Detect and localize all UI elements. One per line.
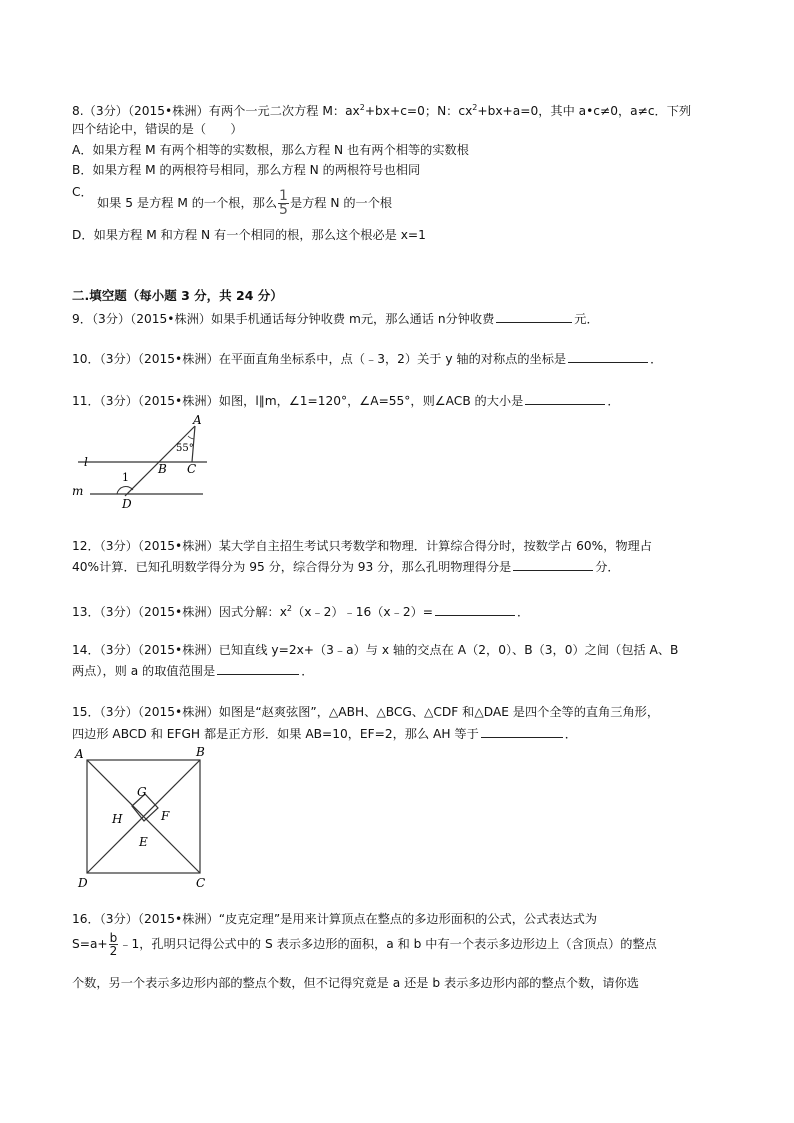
q8-text-a: 8.（3分）（2015•株洲）有两个一元二次方程 M：ax	[72, 104, 360, 118]
q10-post: ．	[650, 352, 663, 366]
label-D: D	[78, 876, 88, 890]
q15-answer-blank[interactable]	[481, 725, 563, 738]
label-C: C	[187, 462, 197, 476]
label-C: C	[196, 876, 206, 890]
fraction-denominator: 5	[279, 202, 288, 218]
section-title-fill-in: 二.填空题（每小题 3 分，共 24 分）	[72, 288, 283, 303]
q15-text: 四边形 ABCD 和 EFGH 都是正方形．如果 AB=10，EF=2，那么 AH 等于	[72, 727, 479, 741]
q12-answer-blank[interactable]	[513, 558, 593, 571]
q8-option-c-label: C．	[72, 185, 93, 199]
q9-post: 元．	[574, 312, 599, 326]
q9-answer-blank[interactable]	[496, 310, 572, 323]
q10-line	[72, 350, 662, 367]
q8-option-c-fraction	[278, 190, 289, 217]
label-H: H	[112, 812, 123, 826]
fraction-numerator: 1	[279, 188, 288, 204]
angle-A-arc	[188, 436, 194, 439]
q15-line1: 15．（3分）（2015•株洲）如图是“赵爽弦图”，△ABH、△BCG、△CDF 和△DAE 是四个全等的直角三角形，	[72, 705, 660, 719]
q9-line	[72, 310, 599, 327]
q12-text: 40%计算．已知孔明数学得分为 95 分，综合得分为 93 分，那么孔明物理得分是	[72, 560, 512, 574]
q8-line2: 四个结论中，错误的是（ ）	[72, 122, 243, 136]
parallel-lines-figure	[70, 410, 220, 515]
label-A: A	[75, 747, 84, 761]
q8-text-c: +bx+a=0，其中 a•c≠0，a≠c．下列	[477, 104, 692, 118]
q16-formula-pre: S=a+	[72, 937, 108, 951]
label-F: F	[161, 809, 170, 823]
q13-text: 13．（3分）（2015•株洲）因式分解：x	[72, 605, 287, 619]
q13-mid: （x﹣2）﹣16（x﹣2）=	[292, 605, 433, 619]
label-A: A	[193, 413, 202, 427]
segment-AD	[125, 426, 195, 496]
q15-post: ．	[564, 727, 577, 741]
q13-post: ．	[516, 605, 530, 619]
q13-sup: 2	[286, 604, 293, 613]
q12-line1: 12．（3分）（2015•株洲）某大学自主招生考试只考数学和物理．计算综合得分时，按数学占 60%，物理占	[72, 539, 652, 553]
q16-line2-text: ﹣1，孔明只记得公式中的 S 表示多边形的面积，a 和 b 中有一个表示多边形边上（含顶点）的整点	[119, 937, 657, 951]
q12-post: 分．	[595, 560, 620, 574]
label-G: G	[137, 785, 147, 799]
fraction-denominator: 2	[109, 944, 118, 958]
q13-line	[72, 603, 529, 620]
label-B: B	[158, 462, 167, 476]
q13-answer-blank[interactable]	[435, 603, 515, 616]
zhao-shuang-figure	[72, 740, 222, 890]
q11-text: 11．（3分）（2015•株洲）如图，l∥m，∠1=120°，∠A=55°，则∠ACB 的大小是	[72, 394, 524, 408]
q8-sup1: 2	[359, 103, 365, 112]
q16-line2	[72, 932, 657, 957]
q14-text: 两点），则 a 的取值范围是	[72, 664, 216, 678]
q16-line3: 个数，另一个表示多边形内部的整点个数，但不记得究竟是 a 还是 b 表示多边形内部的整点个数，请你选	[72, 976, 639, 990]
q16-fraction	[109, 932, 119, 957]
label-angle-55: 55°	[176, 443, 194, 454]
q8-sup2: 2	[472, 103, 478, 112]
q14-answer-blank[interactable]	[217, 662, 299, 675]
q10-answer-blank[interactable]	[568, 350, 648, 363]
fraction-numerator: b	[109, 931, 118, 945]
q11-answer-blank[interactable]	[525, 392, 605, 405]
q12-line2	[72, 558, 620, 575]
q8-option-a: A．如果方程 M 有两个相等的实数根，那么方程 N 也有两个相等的实数根	[72, 143, 469, 157]
q8-text-b: +bx+c=0；N：cx	[364, 104, 473, 118]
q10-text: 10．（3分）（2015•株洲）在平面直角坐标系中，点（﹣3，2）关于 y 轴的对称点的坐标是	[72, 352, 567, 366]
q8-option-c-post: 是方程 N 的一个根	[289, 196, 393, 210]
q11-line	[72, 392, 620, 409]
q8-option-c-pre: 如果 5 是方程 M 的一个根，那么	[97, 196, 278, 210]
q14-line2	[72, 662, 313, 679]
label-D: D	[122, 497, 132, 511]
q16-line1: 16．（3分）（2015•株洲）“皮克定理”是用来计算顶点在整点的多边形面积的公式，公式表达式为	[72, 912, 598, 926]
q8-option-b: B．如果方程 M 的两根符号相同，那么方程 N 的两根符号也相同	[72, 163, 421, 177]
label-angle-1: 1	[122, 471, 129, 484]
q11-post: ．	[607, 394, 620, 408]
q8-option-c	[97, 190, 392, 217]
label-m: m	[72, 484, 84, 498]
q14-post: ．	[301, 664, 314, 678]
q9-text: 9．（3分）（2015•株洲）如果手机通话每分钟收费 m元，那么通话 n分钟收费	[72, 312, 495, 326]
label-l: l	[84, 455, 88, 469]
label-B: B	[196, 745, 205, 759]
q8-option-d: D．如果方程 M 和方程 N 有一个相同的根，那么这个根必是 x=1	[72, 228, 426, 242]
label-E: E	[139, 835, 148, 849]
q8-line1	[72, 103, 691, 119]
q14-line1: 14．（3分）（2015•株洲）已知直线 y=2x+（3﹣a）与 x 轴的交点在 A（2，0）、B（3，0）之间（包括 A、B	[72, 643, 679, 657]
